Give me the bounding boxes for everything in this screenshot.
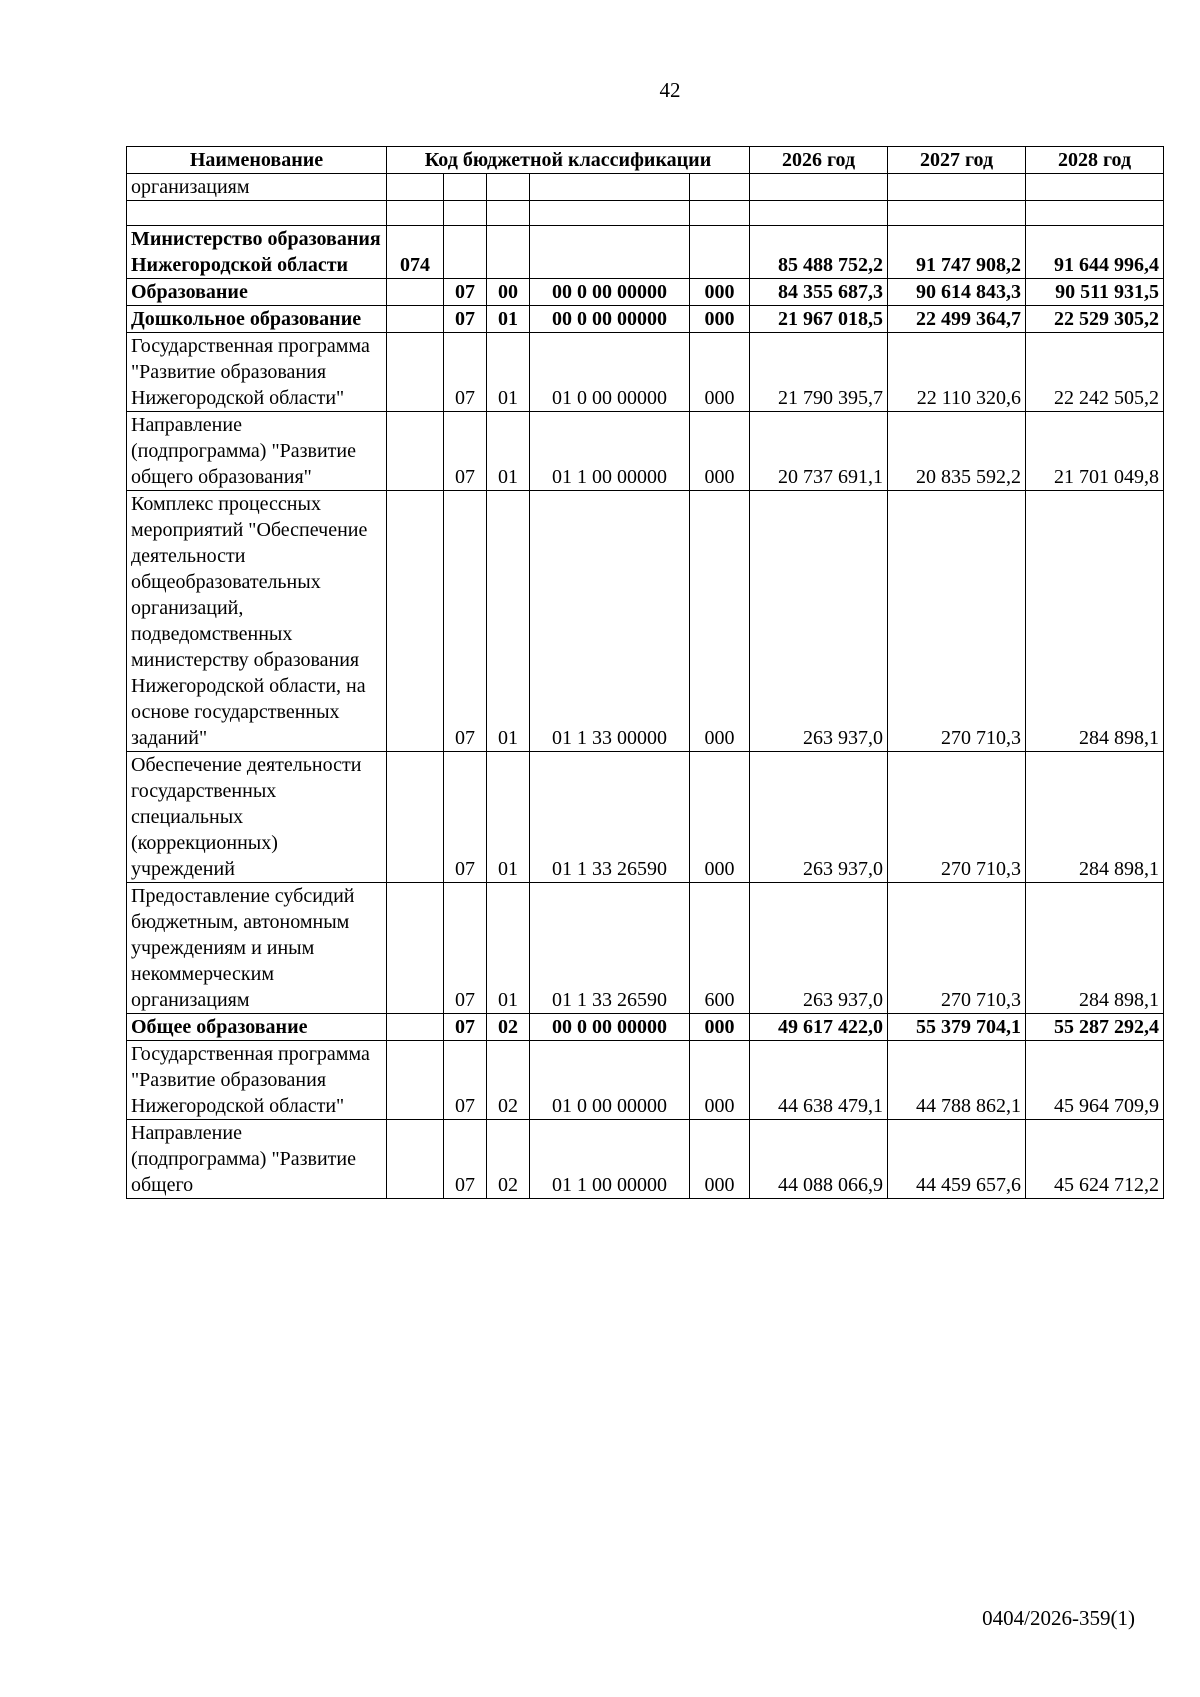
cell-subsection: 01: [487, 883, 530, 1014]
cell-name: Общее образование: [127, 1014, 387, 1041]
header-2028: 2028 год: [1026, 147, 1164, 174]
cell-amount-2028: 284 898,1: [1026, 883, 1164, 1014]
cell-name: [127, 201, 387, 226]
cell-ministry-code: [387, 412, 444, 491]
cell-subsection: 01: [487, 333, 530, 412]
cell-amount-2027: 22 499 364,7: [888, 306, 1026, 333]
page-number: 42: [659, 78, 681, 102]
cell-expense-type: 000: [690, 306, 750, 333]
cell-name: Предоставление субсидий бюджетным, автономным учреждениям и иным некоммерческим организациям: [127, 883, 387, 1014]
cell-amount-2028: 90 511 931,5: [1026, 279, 1164, 306]
cell-section: 07: [444, 1041, 487, 1120]
cell-amount-2027: 270 710,3: [888, 883, 1026, 1014]
table-row: [127, 1041, 1164, 1120]
cell-expense-type: [690, 174, 750, 201]
cell-target-article: [530, 201, 690, 226]
cell-ministry-code: [387, 174, 444, 201]
table-row: [127, 491, 1164, 752]
cell-target-article: 01 1 33 00000: [530, 491, 690, 752]
cell-target-article: 00 0 00 00000: [530, 306, 690, 333]
cell-section: 07: [444, 412, 487, 491]
cell-target-article: 01 1 00 00000: [530, 1120, 690, 1199]
cell-section: [444, 174, 487, 201]
cell-amount-2027: 270 710,3: [888, 491, 1026, 752]
cell-amount-2026: 44 638 479,1: [750, 1041, 888, 1120]
cell-ministry-code: 074: [387, 226, 444, 279]
cell-ministry-code: [387, 1041, 444, 1120]
cell-amount-2027: 22 110 320,6: [888, 333, 1026, 412]
cell-amount-2026: 84 355 687,3: [750, 279, 888, 306]
cell-subsection: 00: [487, 279, 530, 306]
cell-ministry-code: [387, 883, 444, 1014]
cell-amount-2027: 44 459 657,6: [888, 1120, 1026, 1199]
cell-section: 07: [444, 1014, 487, 1041]
cell-amount-2027: 20 835 592,2: [888, 412, 1026, 491]
cell-ministry-code: [387, 333, 444, 412]
table-row: [127, 883, 1164, 1014]
cell-section: 07: [444, 883, 487, 1014]
cell-amount-2028: 284 898,1: [1026, 752, 1164, 883]
cell-amount-2027: [888, 201, 1026, 226]
cell-amount-2028: 45 624 712,2: [1026, 1120, 1164, 1199]
cell-ministry-code: [387, 1120, 444, 1199]
cell-expense-type: 000: [690, 279, 750, 306]
cell-amount-2028: 22 529 305,2: [1026, 306, 1164, 333]
cell-amount-2028: 55 287 292,4: [1026, 1014, 1164, 1041]
cell-amount-2027: 90 614 843,3: [888, 279, 1026, 306]
cell-name: Направление (подпрограмма) "Развитие общего: [127, 1120, 387, 1199]
cell-amount-2026: [750, 174, 888, 201]
cell-name: Комплекс процессных мероприятий "Обеспечение деятельности общеобразовательных организаций, подведомственных министерству образования Нижегородской области, на основе государственных заданий": [127, 491, 387, 752]
cell-target-article: 00 0 00 00000: [530, 1014, 690, 1041]
cell-name: Дошкольное образование: [127, 306, 387, 333]
cell-amount-2026: 21 790 395,7: [750, 333, 888, 412]
cell-target-article: 01 1 00 00000: [530, 412, 690, 491]
cell-target-article: 01 1 33 26590: [530, 752, 690, 883]
cell-subsection: [487, 226, 530, 279]
cell-expense-type: 000: [690, 1120, 750, 1199]
header-code: Код бюджетной классификации: [387, 147, 750, 174]
cell-amount-2026: 263 937,0: [750, 491, 888, 752]
cell-ministry-code: [387, 306, 444, 333]
cell-subsection: [487, 201, 530, 226]
cell-expense-type: 000: [690, 412, 750, 491]
cell-amount-2026: 263 937,0: [750, 883, 888, 1014]
cell-target-article: 01 0 00 00000: [530, 333, 690, 412]
cell-section: [444, 226, 487, 279]
cell-name: Обеспечение деятельности государственных специальных (коррекционных) учреждений: [127, 752, 387, 883]
cell-expense-type: [690, 226, 750, 279]
cell-expense-type: 000: [690, 1041, 750, 1120]
cell-target-article: [530, 174, 690, 201]
cell-subsection: 02: [487, 1120, 530, 1199]
cell-amount-2026: 21 967 018,5: [750, 306, 888, 333]
cell-amount-2027: [888, 174, 1026, 201]
cell-amount-2028: [1026, 174, 1164, 201]
cell-amount-2027: 55 379 704,1: [888, 1014, 1026, 1041]
table-body: [127, 174, 1164, 1199]
cell-ministry-code: [387, 752, 444, 883]
cell-subsection: 01: [487, 306, 530, 333]
cell-subsection: 01: [487, 752, 530, 883]
table-row: [127, 412, 1164, 491]
cell-target-article: 01 1 33 26590: [530, 883, 690, 1014]
cell-name: Государственная программа "Развитие образования Нижегородской области": [127, 1041, 387, 1120]
cell-ministry-code: [387, 201, 444, 226]
cell-expense-type: 600: [690, 883, 750, 1014]
cell-ministry-code: [387, 1014, 444, 1041]
cell-name: Министерство образования Нижегородской области: [127, 226, 387, 279]
cell-ministry-code: [387, 491, 444, 752]
cell-expense-type: 000: [690, 491, 750, 752]
cell-section: 07: [444, 752, 487, 883]
cell-subsection: 01: [487, 491, 530, 752]
cell-section: 07: [444, 279, 487, 306]
cell-subsection: 01: [487, 412, 530, 491]
table-row: [127, 333, 1164, 412]
cell-amount-2027: 270 710,3: [888, 752, 1026, 883]
cell-name: Направление (подпрограмма) "Развитие общего образования": [127, 412, 387, 491]
header-2027: 2027 год: [888, 147, 1026, 174]
cell-subsection: 02: [487, 1041, 530, 1120]
cell-section: [444, 201, 487, 226]
cell-amount-2027: 91 747 908,2: [888, 226, 1026, 279]
cell-amount-2028: 21 701 049,8: [1026, 412, 1164, 491]
cell-expense-type: 000: [690, 333, 750, 412]
cell-amount-2028: [1026, 201, 1164, 226]
cell-amount-2027: 44 788 862,1: [888, 1041, 1026, 1120]
cell-name: Государственная программа "Развитие образования Нижегородской области": [127, 333, 387, 412]
cell-amount-2026: [750, 201, 888, 226]
cell-ministry-code: [387, 279, 444, 306]
cell-section: 07: [444, 333, 487, 412]
header-name: Наименование: [127, 147, 387, 174]
header-row: [127, 147, 1164, 174]
cell-amount-2026: 44 088 066,9: [750, 1120, 888, 1199]
table-row: [127, 174, 1164, 201]
budget-table: [126, 146, 1164, 1199]
cell-section: 07: [444, 1120, 487, 1199]
cell-target-article: 01 0 00 00000: [530, 1041, 690, 1120]
cell-amount-2028: 91 644 996,4: [1026, 226, 1164, 279]
table-row: [127, 752, 1164, 883]
cell-amount-2028: 22 242 505,2: [1026, 333, 1164, 412]
cell-amount-2026: 263 937,0: [750, 752, 888, 883]
cell-expense-type: 000: [690, 1014, 750, 1041]
cell-expense-type: 000: [690, 752, 750, 883]
table-row: [127, 226, 1164, 279]
cell-target-article: 00 0 00 00000: [530, 279, 690, 306]
cell-expense-type: [690, 201, 750, 226]
table-row: [127, 201, 1164, 226]
header-2026: 2026 год: [750, 147, 888, 174]
table-row: [127, 1120, 1164, 1199]
cell-section: 07: [444, 491, 487, 752]
cell-amount-2026: 85 488 752,2: [750, 226, 888, 279]
cell-name: организациям: [127, 174, 387, 201]
cell-name: Образование: [127, 279, 387, 306]
cell-subsection: [487, 174, 530, 201]
cell-amount-2028: 284 898,1: [1026, 491, 1164, 752]
cell-section: 07: [444, 306, 487, 333]
cell-amount-2026: 20 737 691,1: [750, 412, 888, 491]
cell-amount-2026: 49 617 422,0: [750, 1014, 888, 1041]
table-row: [127, 279, 1164, 306]
cell-amount-2028: 45 964 709,9: [1026, 1041, 1164, 1120]
cell-target-article: [530, 226, 690, 279]
document-id: 0404/2026-359(1): [982, 1606, 1135, 1630]
cell-subsection: 02: [487, 1014, 530, 1041]
table-row: [127, 306, 1164, 333]
table-row: [127, 1014, 1164, 1041]
